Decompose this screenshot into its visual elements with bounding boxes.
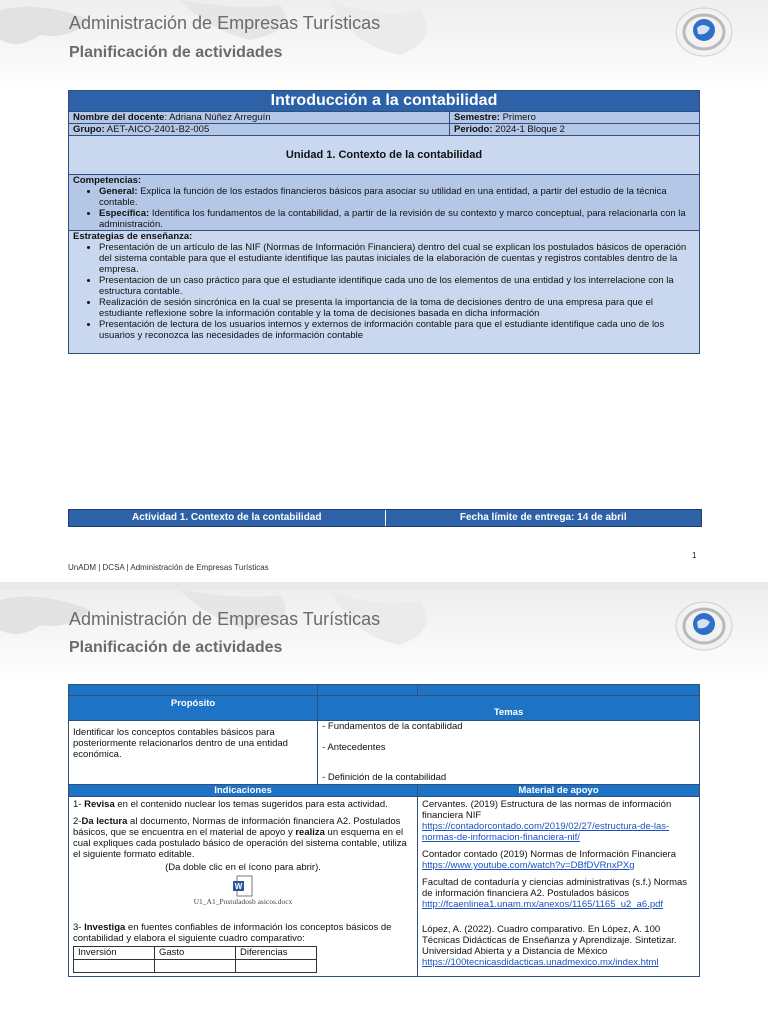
blank-header: [418, 685, 700, 696]
material-item: [422, 849, 695, 871]
page-separator: [0, 582, 768, 590]
activity-bar: [68, 509, 702, 527]
estrategia-item: • Realización de sesión sincrónica en la cual se presenta la importancia de la toma de decisiones dentro de una empresa para que el estudiante reflexione sobre la información contable y la toma de decisiones basada en dicha información: [99, 297, 695, 319]
comparison-table: [73, 946, 317, 973]
material-text: Facultad de contaduría y ciencias administrativas (s.f.) Normas de información financiera A2. Postulados básicos: [422, 877, 688, 899]
tema-item: - Antecedentes: [322, 742, 386, 753]
header-banner: [0, 0, 768, 92]
teacher-cell: Nombre del docente: Adriana Núñez Arreguín: [69, 112, 450, 124]
course-info-table: [68, 90, 700, 354]
indicacion-2: [73, 816, 413, 860]
page-number: 1: [692, 551, 697, 560]
activity-name: Actividad 1. Contexto de la contabilidad: [69, 510, 386, 526]
estrategias-title: Estrategias de enseñanza:: [73, 231, 193, 242]
tema-item: - Definición de la contabilidad: [322, 772, 447, 783]
ind3-rest: en fuentes confiables de información los conceptos básicos de contabilidad y elabora el siguiente cuadro comparativo:: [73, 922, 392, 944]
indicacion-1: [73, 799, 413, 810]
material-text: López, A. (2022). Cuadro comparativo. En López, A. 100 Técnicas Didácticas de Enseñanza y Aprendizaje. Sintetizar. Universidad Abierta y a Distancia de México: [422, 924, 677, 957]
competencias-title: Competencias:: [73, 175, 142, 186]
ind2-rest: un esquema en el cual expliques cada postulado básico de operación del sistema contable, utiliza el siguiente formato editable.: [73, 827, 407, 860]
compare-header: Gasto: [155, 947, 236, 960]
ind3-pre: 3-: [73, 922, 85, 933]
world-map-background: [0, 590, 768, 682]
material-header: Material de apoyo: [418, 785, 700, 797]
activity-detail-table: [68, 684, 700, 977]
header-subtitle: Planificación de actividades: [69, 639, 283, 656]
group-value: AET-AICO-2401-B2-005: [106, 124, 210, 135]
indicaciones-header: Indicaciones: [69, 785, 418, 797]
activity-deadline: Fecha límite de entrega: 14 de abril: [459, 512, 627, 523]
globe-logo-icon: [670, 600, 734, 652]
material-item: [422, 877, 695, 910]
ind2-bold: Da lectura: [81, 816, 128, 827]
group-label: Grupo:: [73, 124, 105, 135]
group-cell: [69, 124, 450, 136]
ind2-bold2: realiza: [295, 827, 325, 838]
header-title: Administración de Empresas Turísticas: [69, 13, 381, 33]
globe-logo-icon: [670, 6, 734, 58]
indicacion-3: [73, 922, 413, 944]
estrategia-item: • Presentacion de un caso práctico para que el estudiante identifique cada uno de los elementos de una entidad y los interrelacione con la estructura contable.: [99, 275, 695, 297]
competencia-general: [99, 186, 695, 208]
semester-label: Semestre:: [454, 112, 500, 123]
proposito-header: Propósito: [69, 696, 318, 721]
material-item: [422, 924, 695, 968]
ind2-center: (Da doble clic en el ícono para abrir).: [165, 862, 321, 873]
unit-title: Unidad 1. Contexto de la contabilidad: [69, 136, 700, 175]
footer-text: UnADM | DCSA | Administración de Empresas Turísticas: [68, 563, 269, 572]
material-text: Contador contado (2019) Normas de Información Financiera: [422, 849, 676, 860]
especifica-text: Identifica los fundamentos de la contabilidad, a partir de la revisión de su contexto y marco conceptual, para relacionarla con la administración.: [99, 208, 686, 230]
period-value: 2024-1 Bloque 2: [495, 124, 565, 135]
compare-cell: [155, 960, 236, 973]
estrategias-cell: [69, 231, 700, 354]
period-cell: [450, 124, 700, 136]
compare-header: Inversión: [74, 947, 155, 960]
semester-value: Primero: [502, 112, 536, 123]
competencia-especifica: [99, 208, 695, 230]
compare-cell: [236, 960, 317, 973]
estrategia-item: • Presentación de lectura de los usuarios internos y externos de información contable para que el estudiante identifique cada uno de los usuarios y reconozca las necesidades de información contable: [99, 319, 695, 341]
material-item: [422, 799, 695, 843]
indicaciones-cell: [69, 797, 418, 977]
ind2-pre: 2-: [73, 816, 82, 827]
general-text: Explica la función de los estados financieros básicos para asociar su utilidad en una entidad, a partir del estudio de la técnica contable.: [99, 186, 667, 208]
ind1-bold: Revisa: [84, 799, 115, 810]
ind2-mid: al documento, Normas de información financiera A2. Postulados básicos, que se encuentra en el material de apoyo y: [73, 816, 401, 838]
estrategia-item: • Presentación de un artículo de las NIF (Normas de Información Financiera) dentro del cual se explican los postulados básicos de operación del sistema contable para que el estudiante identifique las pautas iniciales de la elaboración de cuentas y registros contables dentro de la empresa.: [99, 242, 695, 275]
compare-header: Diferencias: [236, 947, 317, 960]
word-document-icon[interactable]: [232, 875, 254, 897]
semester-cell: [450, 112, 700, 124]
header-title: Administración de Empresas Turísticas: [69, 609, 381, 629]
word-file-attachment[interactable]: [73, 875, 413, 906]
blank-header: [318, 685, 418, 696]
temas-header: Temas: [318, 696, 700, 721]
material-link[interactable]: http://fcaenlinea1.unam.mx/anexos/1165/1165_u2_a6.pdf: [422, 899, 664, 910]
period-label: Periodo:: [454, 124, 493, 135]
blank-header: [69, 685, 318, 696]
svg-text:W: W: [234, 882, 243, 891]
competencias-cell: [69, 175, 700, 231]
general-label: General:: [99, 186, 138, 197]
temas-cell: [318, 721, 700, 785]
material-link[interactable]: https://www.youtube.com/watch?v=DBfDVRnxPXg: [422, 860, 635, 871]
tema-item: - Fundamentos de la contabilidad: [322, 721, 463, 732]
especifica-label: Específica:: [99, 208, 150, 219]
teacher-label: Nombre del docente: [73, 112, 165, 123]
ind1-pre: 1-: [73, 799, 85, 810]
ind3-bold: Investiga: [84, 922, 126, 933]
header-banner: [0, 590, 768, 682]
compare-cell: [74, 960, 155, 973]
material-link[interactable]: https://contadorcontado.com/2019/02/27/estructura-de-las-normas-de-informacion-financiera-nif/: [422, 821, 670, 843]
proposito-text: Identificar los conceptos contables básicos para posteriormente relacionarlos dentro de una entidad económica.: [69, 721, 318, 785]
course-title: Introducción a la contabilidad: [69, 91, 700, 112]
material-cell: [418, 797, 700, 977]
material-text: Cervantes. (2019) Estructura de las normas de información financiera NIF: [422, 799, 672, 821]
file-name: U1_A1_Postuladosb asicos.docx: [193, 897, 293, 906]
ind1-rest: en el contenido nuclear los temas sugeridos para esta actividad.: [114, 799, 388, 810]
teacher-name: Adriana Núñez Arreguín: [169, 112, 271, 123]
material-link[interactable]: https://100tecnicasdidacticas.unadmexico.mx/index.html: [422, 957, 659, 968]
header-subtitle: Planificación de actividades: [69, 44, 283, 61]
